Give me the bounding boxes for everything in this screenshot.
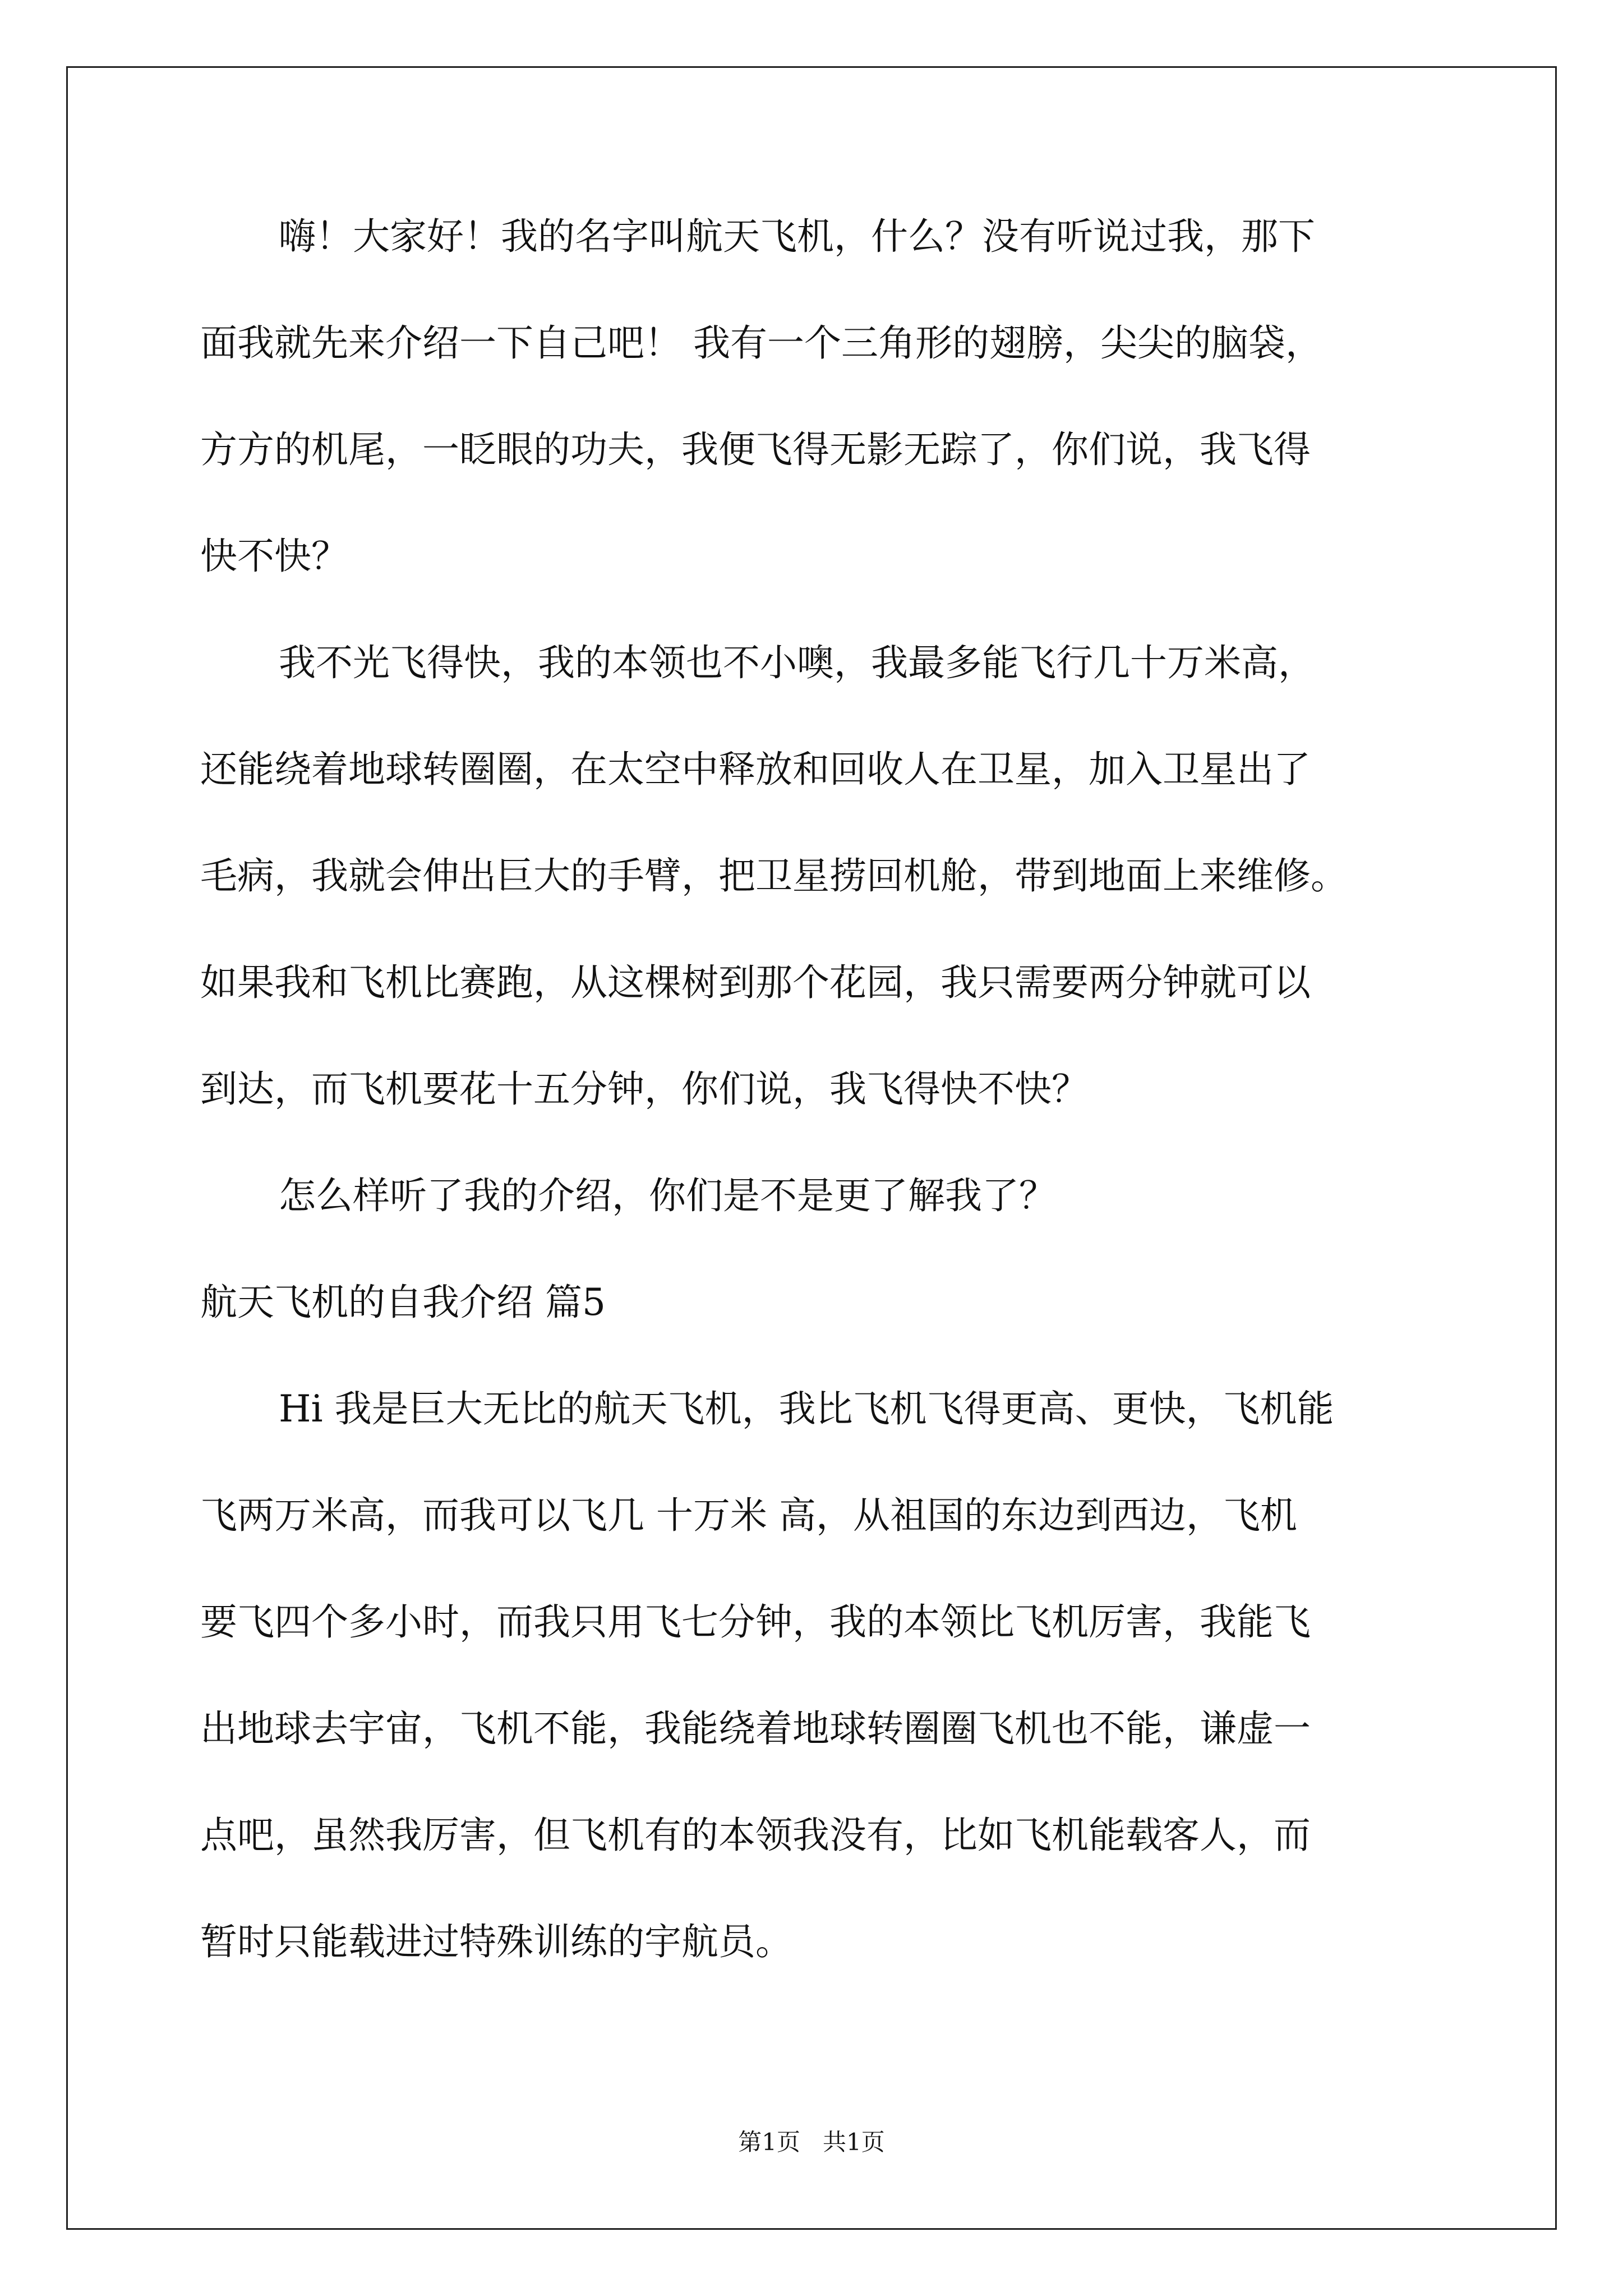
paragraph-1-line-4: 快不快？ [200, 535, 348, 578]
paragraph-4-line-4: 出地球去宇宙，飞机不能，我能绕着地球转圈圈飞机也不能，谦虚一 [200, 1707, 1311, 1750]
paragraph-4-line-1: Hi 我是巨大无比的航天飞机，我比飞机飞得更高、更快，飞机能 [279, 1387, 1334, 1430]
page-footer: 第1页 共1页 [738, 2128, 885, 2156]
paragraph-4-line-3: 要飞四个多小时，而我只用飞七分钟，我的本领比飞机厉害，我能飞 [200, 1600, 1311, 1644]
paragraph-2-line-1: 我不光飞得快，我的本领也不小噢，我最多能飞行几十万米高， [279, 641, 1315, 684]
section-heading: 航天飞机的自我介绍 篇5 [200, 1281, 606, 1324]
paragraph-2-line-2: 还能绕着地球转圈圈，在太空中释放和回收人在卫星，加入卫星出了 [200, 748, 1311, 791]
paragraph-4-line-6: 暂时只能载进过特殊训练的宇航员。 [200, 1920, 792, 1963]
paragraph-4-line-5: 点吧，虽然我厉害，但飞机有的本领我没有，比如飞机能载客人，而 [200, 1814, 1311, 1857]
paragraph-3-line-1: 怎么样听了我的介绍，你们是不是更了解我了？ [279, 1174, 1056, 1217]
paragraph-2-line-3: 毛病，我就会伸出巨大的手臂，把卫星捞回机舱，带到地面上来维修。 [200, 854, 1348, 898]
paragraph-4-line-2: 飞两万米高，而我可以飞几 十万米 高，从祖国的东边到西边，飞机 [200, 1494, 1297, 1537]
paragraph-2-line-4: 如果我和飞机比赛跑，从这棵树到那个花园，我只需要两分钟就可以 [200, 961, 1311, 1004]
paragraph-1-line-3: 方方的机尾，一眨眼的功夫，我便飞得无影无踪了，你们说，我飞得 [200, 428, 1311, 471]
paragraph-2-line-5: 到达，而飞机要花十五分钟，你们说，我飞得快不快？ [200, 1068, 1089, 1111]
paragraph-1-line-2: 面我就先来介绍一下自己吧！ 我有一个三角形的翅膀，尖尖的脑袋， [200, 321, 1322, 365]
paragraph-1-line-1: 嗨！大家好！我的名字叫航天飞机，什么？没有听说过我，那下 [279, 215, 1315, 258]
page-border [66, 66, 1557, 2230]
